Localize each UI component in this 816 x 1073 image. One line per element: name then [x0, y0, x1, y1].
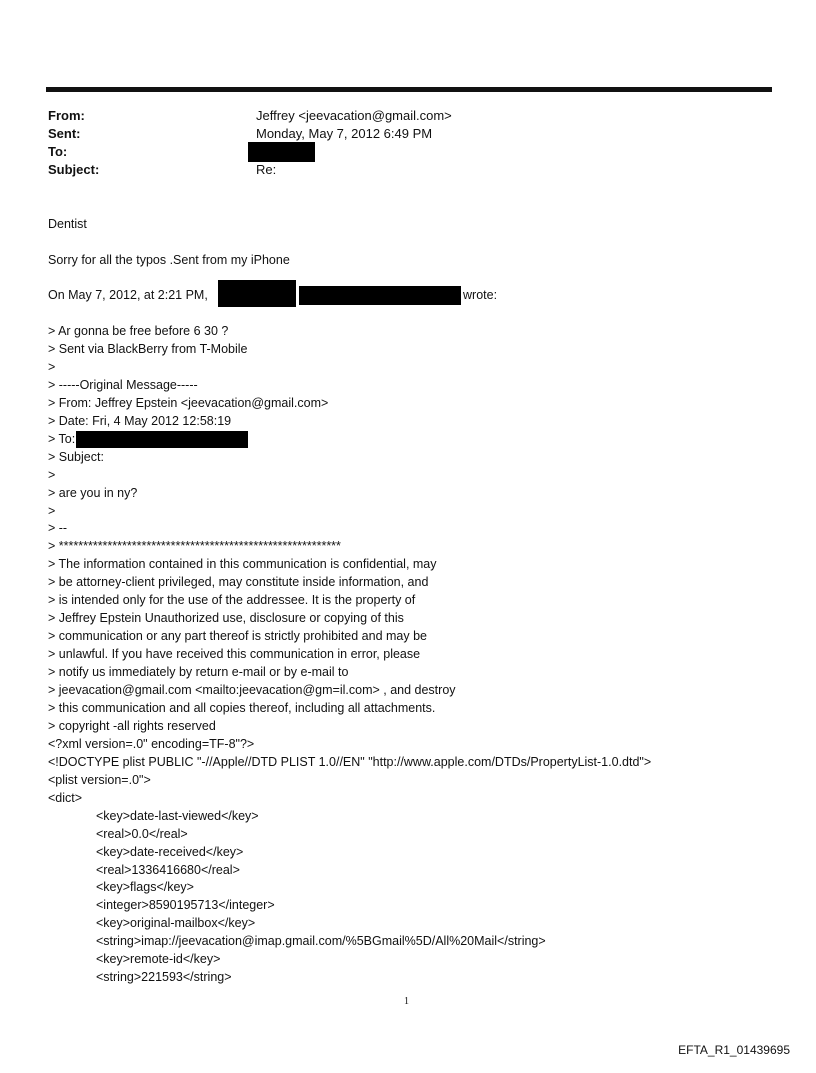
quoted-line: > [48, 467, 56, 482]
redaction-sender-email [299, 286, 461, 305]
quoted-line: > is intended only for the use of the addressee. It is the property of [48, 593, 416, 608]
quoted-line: > -- [48, 521, 68, 536]
xml-line: <dict> [48, 790, 83, 805]
page-number: 1 [404, 996, 409, 1007]
from-label: From: [48, 108, 85, 123]
xml-line: <!DOCTYPE plist PUBLIC "-//Apple//DTD PLIST 1.0//EN" "http://www.apple.com/DTDs/PropertyList-1.0.dtd"> [48, 754, 652, 769]
redaction-sender-name [218, 280, 296, 307]
xml-indented-line: <key>flags</key> [96, 880, 194, 895]
sent-label: Sent: [48, 126, 81, 141]
quoted-line: > this communication and all copies thereof, including all attachments. [48, 700, 436, 715]
redaction-to [248, 142, 315, 162]
quoted-line: > Sent via BlackBerry from T-Mobile [48, 341, 248, 356]
quoted-line: > unlawful. If you have received this communication in error, please [48, 647, 421, 662]
quoted-line: > To: [48, 431, 76, 446]
from-value: Jeffrey <jeevacation@gmail.com> [256, 108, 452, 123]
xml-indented-line: <key>remote-id</key> [96, 952, 221, 967]
quoted-line: > ********************************************************** [48, 539, 341, 554]
xml-indented-line: <real>0.0</real> [96, 826, 188, 841]
quoted-line: > Jeffrey Epstein Unauthorized use, disclosure or copying of this [48, 611, 404, 626]
body-line-dentist: Dentist [48, 217, 87, 231]
xml-indented-line: <key>date-last-viewed</key> [96, 808, 259, 823]
quoted-line: > -----Original Message----- [48, 377, 198, 392]
quoted-line: > copyright -all rights reserved [48, 718, 216, 733]
quoted-line: > are you in ny? [48, 485, 138, 500]
xml-indented-line: <string>imap://jeevacation@imap.gmail.com/%5BGmail%5D/All%20Mail</string> [96, 934, 546, 949]
redaction-to-quoted [76, 431, 248, 448]
sent-value: Monday, May 7, 2012 6:49 PM [256, 126, 433, 141]
body-line-typos: Sorry for all the typos .Sent from my iPhone [48, 253, 290, 267]
quoted-line: > Subject: [48, 449, 104, 464]
wrote-label: wrote: [463, 288, 498, 302]
xml-indented-line: <key>date-received</key> [96, 844, 244, 859]
quoted-line: > Date: Fri, 4 May 2012 12:58:19 [48, 413, 232, 428]
quoted-line: > [48, 503, 56, 518]
quoted-line: > [48, 359, 56, 374]
quoted-line: > be attorney-client privileged, may constitute inside information, and [48, 575, 429, 590]
quoted-line: > From: Jeffrey Epstein <jeevacation@gmail.com> [48, 395, 329, 410]
quoted-line: > notify us immediately by return e-mail or by e-mail to [48, 665, 349, 680]
xml-indented-line: <key>original-mailbox</key> [96, 916, 256, 931]
xml-indented-line: <real>1336416680</real> [96, 862, 240, 877]
subject-label: Subject: [48, 162, 100, 177]
quoted-line: > communication or any part thereof is strictly prohibited and may be [48, 629, 428, 644]
xml-indented-line: <integer>8590195713</integer> [96, 898, 275, 913]
on-date-line: On May 7, 2012, at 2:21 PM, [48, 288, 208, 302]
quoted-line: > The information contained in this communication is confidential, may [48, 557, 437, 572]
xml-line: <?xml version=.0" encoding=TF-8"?> [48, 736, 255, 751]
quoted-line: > Ar gonna be free before 6 30 ? [48, 324, 229, 338]
quoted-line: > jeevacation@gmail.com <mailto:jeevacation@gm=il.com> , and destroy [48, 683, 456, 697]
xml-indented-line: <string>221593</string> [96, 970, 232, 985]
subject-value: Re: [256, 162, 277, 177]
xml-line: <plist version=.0"> [48, 772, 151, 787]
header-rule [46, 87, 772, 92]
to-label: To: [48, 144, 68, 159]
document-id: EFTA_R1_01439695 [678, 1043, 790, 1057]
